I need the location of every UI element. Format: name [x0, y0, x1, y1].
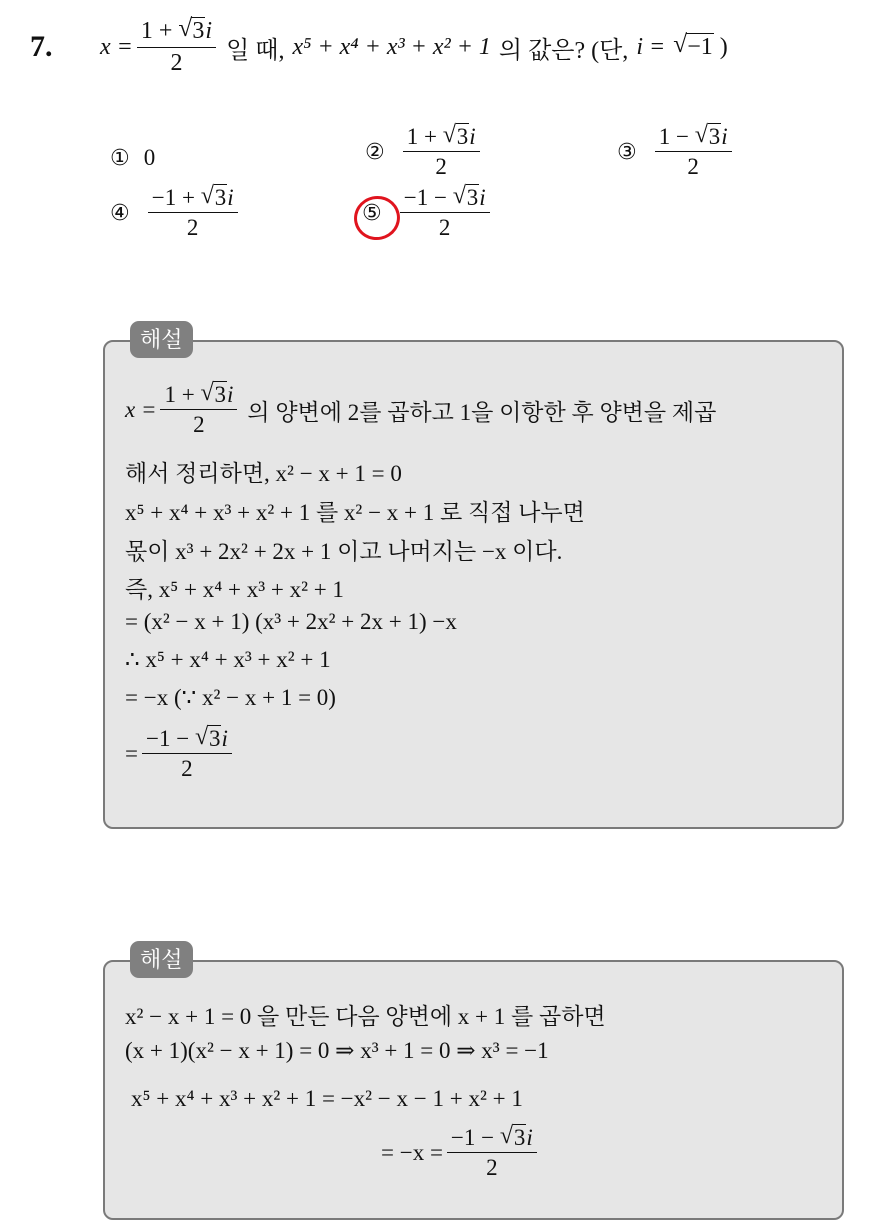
option-1[interactable] — [110, 145, 155, 171]
stem-polynomial: x⁵ + x⁴ + x³ + x² + 1 — [292, 34, 491, 61]
sol2-line-4-eq: = −x = — [381, 1140, 443, 1166]
option-2-num: 1 + — [406, 124, 437, 149]
option-3-i: i — [721, 124, 728, 149]
solution-1-tag: 해설 — [130, 321, 193, 358]
option-5-i: i — [479, 185, 486, 210]
option-2[interactable] — [365, 121, 484, 181]
sol1-frac-den: 2 — [193, 412, 205, 438]
option-1-circle: ① — [110, 145, 130, 171]
sol1-line-4: 몫이 x³ + 2x² + 2x + 1 이고 나머지는 −x 이다. — [125, 539, 563, 564]
sol2-line-4 — [381, 1122, 541, 1182]
option-2-fraction: 1 + √ 3i 2 — [403, 124, 480, 181]
stem-frac-rad: 3 — [192, 18, 205, 44]
stem-frac-num: 1 + — [140, 18, 173, 44]
question-number: 7. — [30, 30, 53, 63]
sol1-fraction: 1 + √ 3i 2 — [160, 382, 237, 439]
stem-i-eq: i = — [636, 34, 666, 61]
sol2-result-rad: 3 — [513, 1125, 526, 1150]
option-4-fraction: −1 + √ 3i 2 — [148, 185, 238, 242]
sol2-line-3: x⁵ + x⁴ + x³ + x² + 1 = −x² − x − 1 + x² + 1 — [131, 1086, 523, 1111]
option-4[interactable] — [110, 182, 242, 242]
sol1-result-num: −1 − — [145, 726, 190, 751]
option-4-i: i — [227, 185, 234, 210]
option-4-rad: 3 — [214, 185, 227, 210]
option-3[interactable] — [617, 121, 736, 181]
option-5-den: 2 — [438, 215, 451, 241]
option-3-num: 1 − — [658, 124, 689, 149]
sol1-line-2: 해서 정리하면, x² − x + 1 = 0 — [125, 461, 402, 486]
option-4-den: 2 — [186, 215, 199, 241]
option-5-num: −1 − — [403, 185, 447, 210]
stem-frac-i: i — [205, 18, 213, 44]
sol1-frac-rad: 3 — [214, 382, 226, 407]
sol2-line-2: (x + 1)(x² − x + 1) = 0 ⇒ x³ + 1 = 0 ⇒ x³ = −1 — [125, 1038, 549, 1063]
stem-text-2: 의 값은? (단, — [498, 38, 629, 65]
sol1-line-1 — [125, 379, 717, 439]
sol1-line-7: ∴ x⁵ + x⁴ + x³ + x² + 1 — [125, 647, 331, 672]
sol1-result-rad: 3 — [208, 726, 221, 751]
option-5-circle: ⑤ — [362, 200, 382, 226]
sol1-result-i: i — [221, 726, 228, 751]
sol2-result-den: 2 — [486, 1155, 498, 1181]
option-3-circle: ③ — [617, 139, 637, 165]
sol1-line-1-text: 의 양변에 2를 곱하고 1을 이항한 후 양변을 제곱 — [247, 399, 717, 425]
sol1-result-fraction: −1 − √ 3i 2 — [142, 726, 232, 783]
option-3-rad: 3 — [708, 124, 721, 149]
option-4-circle: ④ — [110, 200, 130, 226]
stem-close: ) — [719, 34, 728, 61]
option-3-den: 2 — [687, 154, 699, 180]
stem-lhs: x = — [100, 34, 133, 61]
sol2-result-fraction: −1 − √ 3i 2 — [447, 1125, 537, 1182]
stem-text-1: 일 때, — [226, 38, 285, 65]
sol1-line-5: 즉, x⁵ + x⁴ + x³ + x² + 1 — [125, 577, 344, 602]
question-stem — [100, 15, 728, 77]
sol1-line-3: x⁵ + x⁴ + x³ + x² + 1 를 x² − x + 1 로 직접 나누면 — [125, 500, 585, 525]
sol1-line-1-lhs: x = — [125, 397, 157, 423]
sol1-line-6: = (x² − x + 1) (x³ + 2x² + 2x + 1) −x — [125, 609, 457, 634]
option-5-rad: 3 — [466, 185, 479, 210]
sol1-frac-i: i — [226, 382, 234, 407]
sol2-result-i: i — [526, 1125, 533, 1150]
option-4-num: −1 + — [151, 185, 195, 210]
sol1-line-9-eq: = — [125, 741, 138, 767]
sol2-line-1: x² − x + 1 = 0 을 만든 다음 양변에 x + 1 를 곱하면 — [125, 1004, 606, 1029]
sol1-line-8: = −x (∵ x² − x + 1 = 0) — [125, 685, 336, 710]
stem-fraction: 1 + √ 3i 2 — [137, 18, 216, 77]
option-3-fraction: 1 − √ 3i 2 — [655, 124, 732, 181]
option-1-text: 0 — [143, 145, 156, 170]
option-5-fraction: −1 − √ 3i 2 — [400, 185, 490, 242]
option-2-rad: 3 — [456, 124, 469, 149]
stem-frac-den: 2 — [170, 49, 183, 76]
sol1-result-den: 2 — [181, 756, 193, 782]
solution-box-2 — [103, 960, 844, 1220]
solution-2-tag: 해설 — [130, 941, 193, 978]
sol2-result-num: −1 − — [450, 1125, 495, 1150]
option-2-den: 2 — [435, 154, 447, 180]
option-2-circle: ② — [365, 139, 385, 165]
stem-sqrt-neg1: √ −1 — [673, 31, 713, 61]
option-2-i: i — [469, 124, 476, 149]
solution-box-1 — [103, 340, 844, 829]
sol1-frac-num: 1 + — [164, 382, 195, 407]
stem-sqrt-neg1-value: −1 — [687, 34, 713, 61]
sol1-line-9 — [125, 723, 236, 783]
